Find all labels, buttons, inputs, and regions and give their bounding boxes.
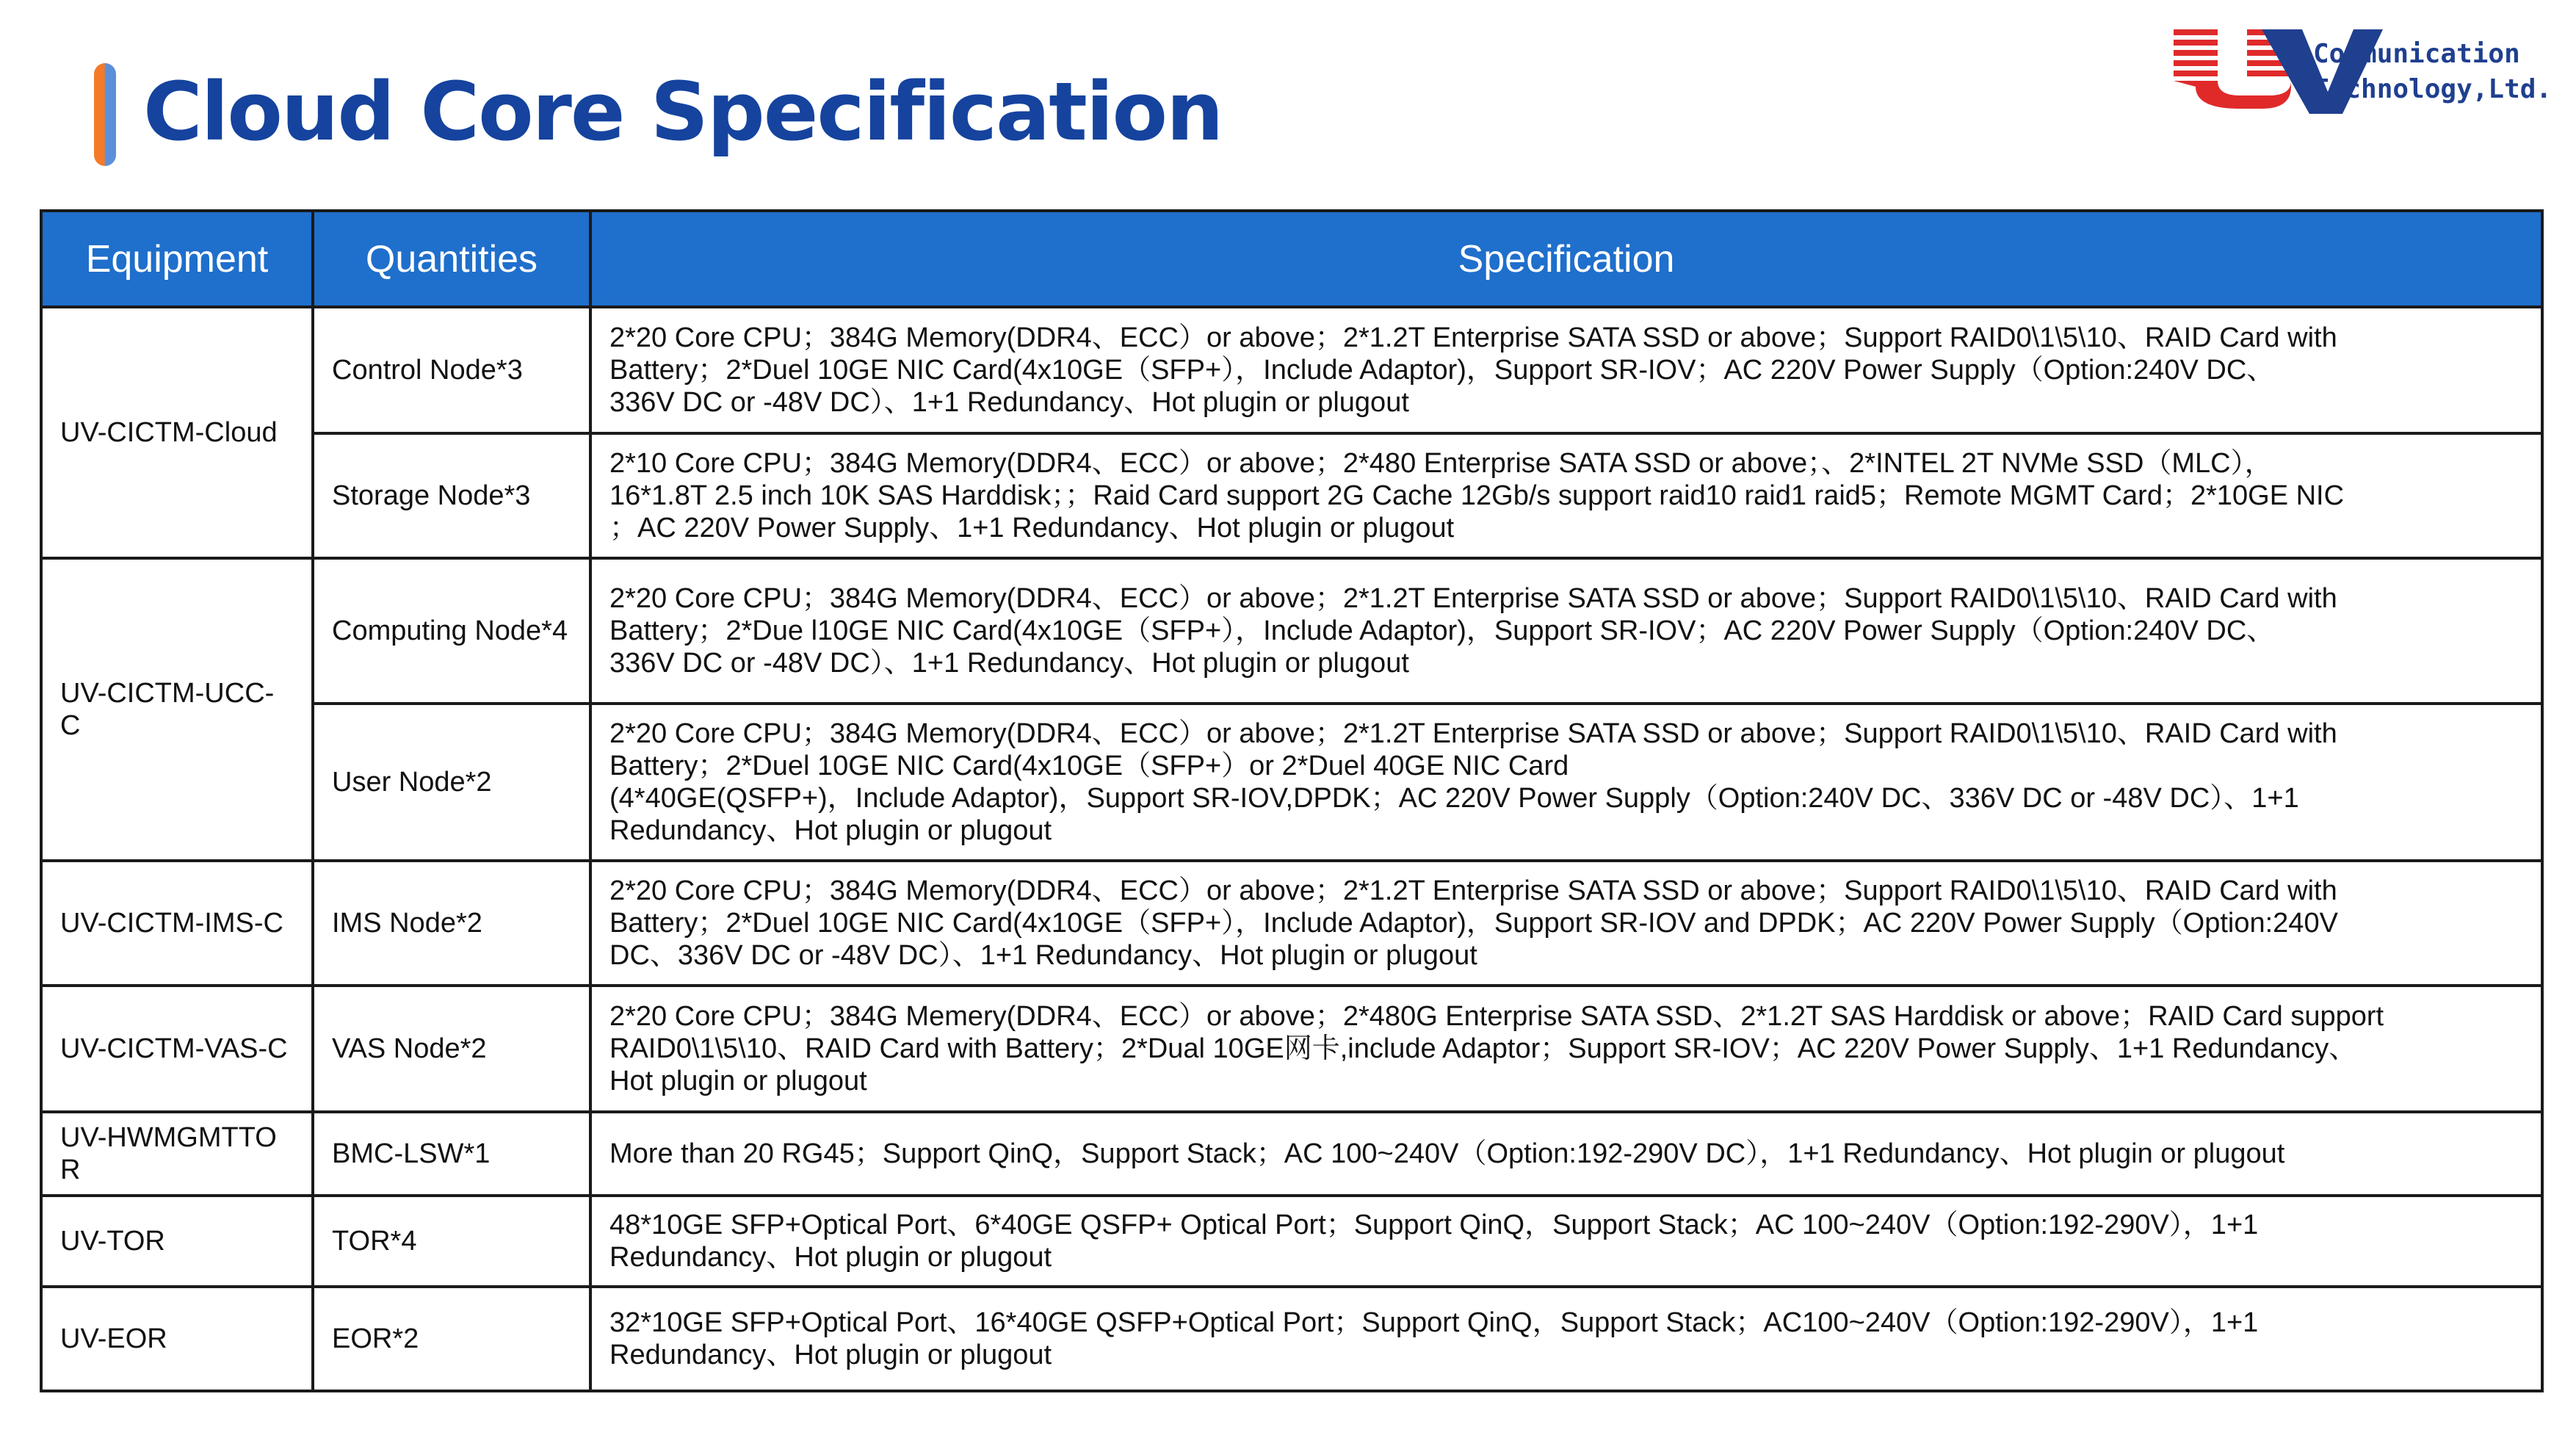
page-title: Cloud Core Specification: [143, 65, 1223, 159]
spec-cell: [590, 704, 2542, 861]
spec-line: (4*40GE(QSFP+)，Include Adaptor)，Support SR-IOV,DPDK；AC 220V Power Supply（Option:240V DC、336V DC or -48V DC）、1+1: [609, 783, 2299, 814]
spec-cell: [590, 1196, 2542, 1287]
equipment-cell: UV-CICTM-UCC-C: [41, 558, 313, 861]
equipment-cell: UV-CICTM-IMS-C: [41, 861, 313, 986]
spec-line: DC、336V DC or -48V DC）、1+1 Redundancy、Hot plugin or plugout: [609, 940, 1477, 971]
header-equipment: Equipment: [41, 211, 313, 307]
quantity-cell: IMS Node*2: [313, 861, 590, 986]
table-row: [41, 307, 2542, 433]
spec-line: Battery；2*Duel 10GE NIC Card(4x10GE（SFP+），Include Adaptor)，Support SR-IOV and DPDK；AC 220V Power Supply（Option:240V: [609, 908, 2338, 939]
company-name-line2: Technology,Ltd.: [2313, 74, 2553, 104]
spec-line: Redundancy、Hot plugin or plugout: [609, 815, 1052, 846]
table-row: [41, 1112, 2542, 1196]
equipment-cell: UV-TOR: [41, 1196, 313, 1287]
spec-line: 336V DC or -48V DC）、1+1 Redundancy、Hot plugin or plugout: [609, 648, 1409, 679]
spec-line: Battery；2*Duel 10GE NIC Card(4x10GE（SFP+）or 2*Duel 40GE NIC Card: [609, 751, 1569, 781]
table-row: [41, 861, 2542, 986]
spec-line: 32*10GE SFP+Optical Port、16*40GE QSFP+Optical Port；Support QinQ，Support Stack；AC100~240V（Option:192-290V），1+1: [609, 1307, 2259, 1338]
spec-line: 2*20 Core CPU；384G Memory(DDR4、ECC）or above；2*1.2T Enterprise SATA SSD or above；Support RAID0\1\5\10、RAID Card with: [609, 875, 2337, 906]
table-row: [41, 433, 2542, 558]
spec-line: 2*20 Core CPU；384G Memory(DDR4、ECC）or above；2*1.2T Enterprise SATA SSD or above；Support RAID0\1\5\10、RAID Card with: [609, 322, 2337, 353]
spec-line: 336V DC or -48V DC）、1+1 Redundancy、Hot plugin or plugout: [609, 387, 1409, 418]
quantity-cell: VAS Node*2: [313, 986, 590, 1112]
spec-line: More than 20 RG45；Support QinQ，Support Stack；AC 100~240V（Option:192-290V DC），1+1 Redundancy、Hot plugin or plugout: [609, 1138, 2285, 1169]
equipment-cell: UV-EOR: [41, 1287, 313, 1391]
specification-table: [40, 209, 2544, 1392]
spec-cell: [590, 307, 2542, 433]
spec-cell: [590, 1287, 2542, 1391]
company-name: [2313, 37, 2552, 107]
quantity-cell: User Node*2: [313, 704, 590, 861]
table-row: [41, 1196, 2542, 1287]
spec-line: Hot plugin or plugout: [609, 1066, 867, 1096]
quantity-cell: EOR*2: [313, 1287, 590, 1391]
table-row: [41, 704, 2542, 861]
spec-line: ；AC 220V Power Supply、1+1 Redundancy、Hot plugin or plugout: [609, 513, 1455, 543]
table-row: [41, 986, 2542, 1112]
spec-cell: [590, 1112, 2542, 1196]
spec-line: 2*20 Core CPU；384G Memory(DDR4、ECC）or above；2*1.2T Enterprise SATA SSD or above；Support RAID0\1\5\10、RAID Card with: [609, 718, 2337, 749]
spec-line: Battery；2*Due l10GE NIC Card(4x10GE（SFP+），Include Adaptor)，Support SR-IOV；AC 220V Power Supply（Option:240V DC、: [609, 615, 2275, 646]
spec-line: 16*1.8T 2.5 inch 10K SAS Harddisk；；Raid Card support 2G Cache 12Gb/s support raid10 raid1 raid5；Remote MGMT Card；2*10GE NIC: [609, 480, 2345, 511]
quantity-cell: BMC-LSW*1: [313, 1112, 590, 1196]
equipment-cell: UV-HWMGMTTOR: [41, 1112, 313, 1196]
spec-line: 2*20 Core CPU；384G Memory(DDR4、ECC）or above；2*1.2T Enterprise SATA SSD or above；Support RAID0\1\5\10、RAID Card with: [609, 583, 2337, 614]
spec-line: Redundancy、Hot plugin or plugout: [609, 1340, 1052, 1370]
equipment-cell: UV-CICTM-Cloud: [41, 307, 313, 558]
spec-cell: [590, 986, 2542, 1112]
title-accent-bar: [94, 63, 116, 166]
table-row: [41, 558, 2542, 704]
quantity-cell: Storage Node*3: [313, 433, 590, 558]
equipment-cell: UV-CICTM-VAS-C: [41, 986, 313, 1112]
spec-line: RAID0\1\5\10、RAID Card with Battery；2*Dual 10GE网卡,include Adaptor；Support SR-IOV；AC 220V Power Supply、1+1 Redundancy、: [609, 1033, 2357, 1064]
spec-line: Redundancy、Hot plugin or plugout: [609, 1242, 1052, 1273]
header-quantities: Quantities: [313, 211, 590, 307]
quantity-cell: Control Node*3: [313, 307, 590, 433]
spec-cell: [590, 433, 2542, 558]
quantity-cell: TOR*4: [313, 1196, 590, 1287]
spec-cell: [590, 861, 2542, 986]
spec-line: 48*10GE SFP+Optical Port、6*40GE QSFP+ Optical Port；Support QinQ，Support Stack；AC 100~240V（Option:192-290V），1+1: [609, 1210, 2259, 1240]
spec-line: Battery；2*Duel 10GE NIC Card(4x10GE（SFP+），Include Adaptor)，Support SR-IOV；AC 220V Power Supply（Option:240V DC、: [609, 355, 2275, 386]
spec-cell: [590, 558, 2542, 704]
table-row: [41, 1287, 2542, 1391]
company-name-line1: Communication: [2313, 39, 2520, 69]
spec-line: 2*10 Core CPU；384G Memory(DDR4、ECC）or above；2*480 Enterprise SATA SSD or above；、2*INTEL 2T NVMe SSD（MLC），: [609, 448, 2273, 479]
quantity-cell: Computing Node*4: [313, 558, 590, 704]
header-specification: Specification: [590, 211, 2542, 307]
table-header-row: [41, 211, 2542, 307]
spec-line: 2*20 Core CPU；384G Memery(DDR4、ECC）or above；2*480G Enterprise SATA SSD、2*1.2T SAS Harddisk or above；RAID Card support: [609, 1001, 2384, 1032]
